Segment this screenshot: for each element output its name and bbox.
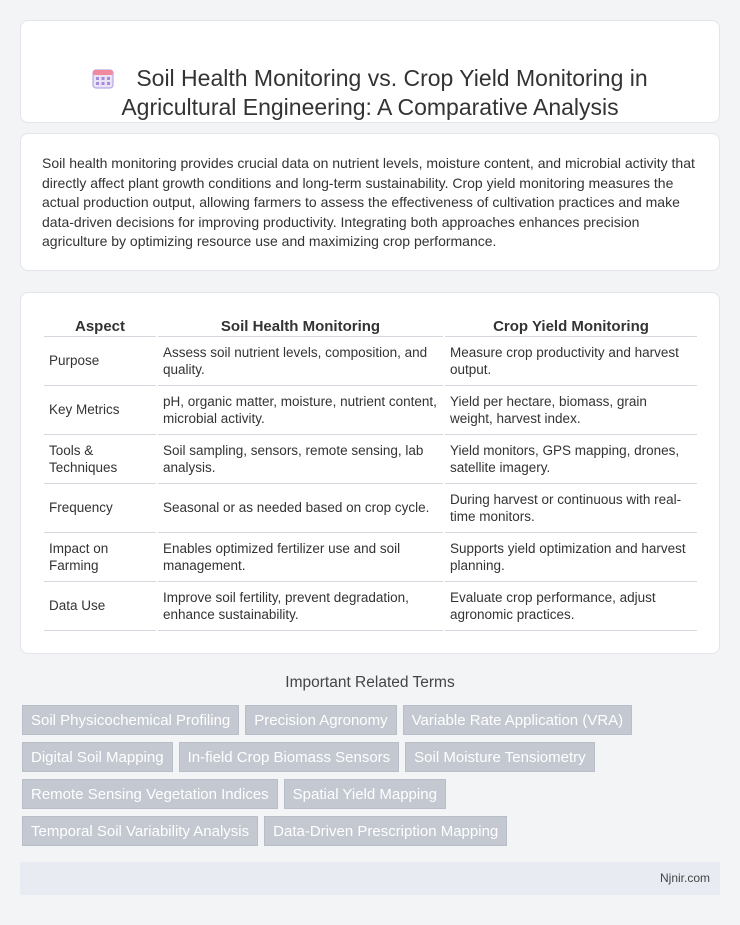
crop-cell: Measure crop productivity and harvest output.: [445, 337, 697, 386]
crop-cell: Evaluate crop performance, adjust agronomic practices.: [445, 582, 697, 631]
related-terms-title: Important Related Terms: [285, 674, 455, 691]
related-term-tag[interactable]: Soil Moisture Tensiometry: [405, 742, 594, 772]
soil-cell: pH, organic matter, moisture, nutrient content, microbial activity.: [158, 386, 443, 435]
crop-cell: Yield monitors, GPS mapping, drones, satellite imagery.: [445, 435, 697, 484]
header-aspect: Aspect: [44, 315, 156, 337]
soil-cell: Assess soil nutrient levels, composition, and quality.: [158, 337, 443, 386]
related-term-tag[interactable]: Spatial Yield Mapping: [284, 779, 446, 809]
related-term-tag[interactable]: Soil Physicochemical Profiling: [22, 705, 239, 735]
soil-cell: Soil sampling, sensors, remote sensing, lab analysis.: [158, 435, 443, 484]
page-title: [21, 64, 719, 122]
crop-cell: Yield per hectare, biomass, grain weight, harvest index.: [445, 386, 697, 435]
related-term-tag[interactable]: Data-Driven Prescription Mapping: [264, 816, 507, 846]
table-row: [44, 386, 697, 435]
related-terms: [22, 705, 722, 853]
header-soil: Soil Health Monitoring: [158, 315, 443, 337]
related-term-tag[interactable]: Temporal Soil Variability Analysis: [22, 816, 258, 846]
tag-row: [22, 742, 722, 772]
comparison-table: [42, 315, 699, 631]
related-term-tag[interactable]: In-field Crop Biomass Sensors: [179, 742, 400, 772]
title-line-1: Soil Health Monitoring vs. Crop Yield Monitoring in: [21, 64, 719, 93]
intro-paragraph: Soil health monitoring provides crucial data on nutrient levels, moisture content, and microbial activity that directly affect plant growth conditions and long-term sustainability. Crop yield monitoring measures the actual production output, allowing farmers to assess the effectiveness of cultivation practices and make data-driven decisions for improving productivity. Integrating both approaches enhances precision agriculture by optimizing resource use and maximizing crop performance.: [42, 155, 695, 250]
aspect-cell: Tools & Techniques: [44, 435, 156, 484]
soil-cell: Enables optimized fertilizer use and soil management.: [158, 533, 443, 582]
aspect-cell: Impact on Farming: [44, 533, 156, 582]
tag-row: [22, 779, 722, 809]
table-row: [44, 582, 697, 631]
title-line-2: Agricultural Engineering: A Comparative Analysis: [121, 94, 619, 120]
footer-site-link[interactable]: Njnir.com: [659, 871, 710, 885]
related-term-tag[interactable]: Remote Sensing Vegetation Indices: [22, 779, 278, 809]
related-term-tag[interactable]: Digital Soil Mapping: [22, 742, 173, 772]
comparison-card: [20, 292, 720, 654]
table-row: [44, 337, 697, 386]
aspect-cell: Purpose: [44, 337, 156, 386]
related-term-tag[interactable]: Precision Agronomy: [245, 705, 396, 735]
table-row: [44, 435, 697, 484]
aspect-cell: Data Use: [44, 582, 156, 631]
calendar-icon: [92, 67, 114, 89]
related-term-tag[interactable]: Variable Rate Application (VRA): [403, 705, 633, 735]
tag-row: [22, 816, 722, 846]
aspect-cell: Frequency: [44, 484, 156, 533]
header-crop: Crop Yield Monitoring: [445, 315, 697, 337]
crop-cell: Supports yield optimization and harvest planning.: [445, 533, 697, 582]
soil-cell: Improve soil fertility, prevent degradation, enhance sustainability.: [158, 582, 443, 631]
title-card: [20, 20, 720, 123]
crop-cell: During harvest or continuous with real-time monitors.: [445, 484, 697, 533]
aspect-cell: Key Metrics: [44, 386, 156, 435]
table-row: [44, 484, 697, 533]
footer: [20, 862, 720, 895]
intro-card: [20, 133, 720, 271]
soil-cell: Seasonal or as needed based on crop cycle.: [158, 484, 443, 533]
table-row: [44, 533, 697, 582]
table-header-row: [44, 315, 697, 337]
tag-row: [22, 705, 722, 735]
